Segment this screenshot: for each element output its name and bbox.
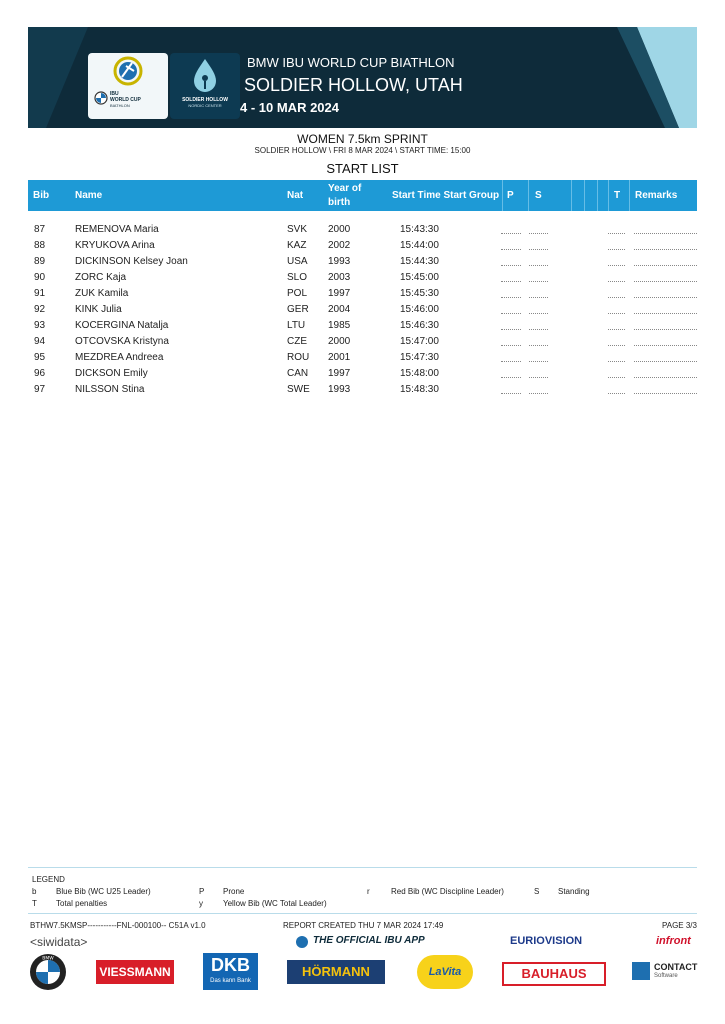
cell-nat: LTU: [287, 320, 306, 331]
cell-name: ZUK Kamila: [75, 288, 129, 299]
hormann-logo: HÖRMANN: [287, 960, 385, 984]
blank-line: [529, 265, 548, 266]
cell-bib: 89: [34, 256, 46, 267]
cell-nat: KAZ: [287, 240, 307, 251]
cell-name: NILSSON Stina: [75, 384, 145, 395]
blank-line: [634, 313, 697, 314]
legend-text-s: Standing: [558, 887, 590, 896]
footer-divider-bottom: [28, 913, 697, 914]
col-yob-line1: Year of: [328, 183, 362, 194]
bmw-small-icon: [94, 91, 108, 105]
cell-bib: 93: [34, 320, 46, 331]
blank-line: [634, 297, 697, 298]
race-title: WOMEN 7.5km SPRINT: [297, 132, 428, 146]
cell-nat: GER: [287, 304, 309, 315]
cell-start: 15:48:30: [400, 384, 439, 395]
table-row: [28, 350, 697, 366]
siwidata-logo: <siwidata>: [30, 935, 88, 949]
blank-line: [608, 313, 625, 314]
event-venue: SOLDIER HOLLOW, UTAH: [244, 75, 463, 95]
cell-bib: 97: [34, 384, 46, 395]
blank-line: [529, 361, 548, 362]
table-row: [28, 222, 697, 238]
blank-line: [608, 297, 625, 298]
blank-line: [634, 265, 697, 266]
col-divider: [608, 180, 609, 211]
logo-ibu-text: IBU: [110, 91, 119, 97]
cell-bib: 96: [34, 368, 46, 379]
event-title: BMW IBU WORLD CUP BIATHLON: [247, 55, 455, 70]
soldier-hollow-logo: [170, 53, 240, 119]
dkb-logo-sub: Das kann Bank: [210, 978, 251, 984]
cell-nat: SLO: [287, 272, 308, 283]
legend-text-p: Prone: [223, 887, 245, 896]
cell-name: DICKINSON Kelsey Joan: [75, 256, 188, 267]
col-remarks: Remarks: [635, 190, 678, 201]
table-row: [28, 382, 697, 398]
legend-title: LEGEND: [32, 875, 65, 884]
cell-name: KRYUKOVA Arina: [75, 240, 155, 251]
blank-line: [529, 313, 548, 314]
blank-line: [501, 265, 521, 266]
col-year-of-birth: [328, 182, 361, 210]
banner-ribbon-right: [617, 27, 697, 128]
logo-soldier-hollow-text: SOLDIER HOLLOW: [182, 97, 228, 103]
contact-software-icon: [632, 962, 650, 980]
dkb-logo-text: DKB: [211, 955, 250, 975]
cell-bib: 87: [34, 224, 46, 235]
cell-name: MEZDREA Andreea: [75, 352, 164, 363]
cell-start: 15:44:30: [400, 256, 439, 267]
table-row: [28, 254, 697, 270]
cell-bib: 91: [34, 288, 46, 299]
blank-line: [529, 329, 548, 330]
blank-line: [529, 297, 548, 298]
blank-line: [501, 249, 521, 250]
legend-key-p: P: [199, 887, 205, 896]
cell-nat: CZE: [287, 336, 307, 347]
col-standing: S: [535, 190, 542, 201]
cell-bib: 90: [34, 272, 46, 283]
cell-nat: CAN: [287, 368, 309, 379]
cell-name: KINK Julia: [75, 304, 122, 315]
cell-yob: 2000: [328, 224, 351, 235]
cell-start: 15:46:00: [400, 304, 439, 315]
cell-name: OTCOVSKA Kristyna: [75, 336, 169, 347]
col-total: T: [614, 190, 621, 201]
table-row: [28, 238, 697, 254]
blank-line: [529, 393, 548, 394]
cell-yob: 2000: [328, 336, 351, 347]
logo-world-cup-text: WORLD CUP: [110, 97, 141, 103]
cell-name: REMENOVA Maria: [75, 224, 159, 235]
blank-line: [634, 233, 697, 234]
blank-line: [608, 265, 625, 266]
blank-line: [501, 361, 521, 362]
bmw-logo: [29, 953, 67, 991]
dkb-logo: [203, 953, 258, 990]
col-divider: [528, 180, 529, 211]
col-divider: [584, 180, 585, 211]
cell-yob: 1997: [328, 288, 351, 299]
cell-yob: 2004: [328, 304, 351, 315]
table-row: [28, 302, 697, 318]
cell-start: 15:47:30: [400, 352, 439, 363]
col-divider: [629, 180, 630, 211]
table-row: [28, 318, 697, 334]
legend-text-r: Red Bib (WC Discipline Leader): [391, 887, 504, 896]
cell-bib: 88: [34, 240, 46, 251]
blank-line: [608, 329, 625, 330]
col-divider: [571, 180, 572, 211]
table-row: [28, 366, 697, 382]
col-divider: [597, 180, 598, 211]
blank-line: [608, 281, 625, 282]
biathlete-icon: [88, 53, 168, 93]
blank-line: [501, 313, 521, 314]
legend-key-b: b: [32, 887, 37, 896]
legend-text-b: Blue Bib (WC U25 Leader): [56, 887, 151, 896]
cell-bib: 92: [34, 304, 46, 315]
blank-line: [608, 233, 625, 234]
blank-line: [501, 233, 521, 234]
start-list-title: START LIST: [326, 161, 399, 176]
blank-line: [529, 249, 548, 250]
blank-line: [608, 377, 625, 378]
blank-line: [501, 393, 521, 394]
legend-text-y: Yellow Bib (WC Total Leader): [223, 899, 327, 908]
blank-line: [608, 361, 625, 362]
cell-yob: 2003: [328, 272, 351, 283]
cell-nat: ROU: [287, 352, 310, 363]
cell-yob: 2002: [328, 240, 351, 251]
cell-start: 15:45:00: [400, 272, 439, 283]
footer-divider-top: [28, 867, 697, 868]
bauhaus-logo: BAUHAUS: [502, 962, 606, 986]
blank-line: [634, 249, 697, 250]
race-subtitle: SOLDIER HOLLOW \ FRI 8 MAR 2024 \ START TIME: 15:00: [254, 146, 471, 155]
cell-name: ZORC Kaja: [75, 272, 127, 283]
blank-line: [634, 281, 697, 282]
col-divider: [502, 180, 503, 211]
col-nat: Nat: [287, 190, 304, 201]
infront-logo: infront: [656, 935, 691, 947]
cell-start: 15:44:00: [400, 240, 439, 251]
table-header: [28, 180, 697, 211]
blank-line: [501, 345, 521, 346]
blank-line: [634, 345, 697, 346]
cell-bib: 94: [34, 336, 46, 347]
blank-line: [529, 233, 548, 234]
cell-start: 15:46:30: [400, 320, 439, 331]
official-app-label: THE OFFICIAL IBU APP: [313, 935, 425, 946]
blank-line: [608, 249, 625, 250]
col-name: Name: [75, 190, 103, 201]
blank-line: [501, 281, 521, 282]
contact-logo-text: CONTACT: [654, 962, 698, 972]
document-code: BTHW7.5KMSP-----------FNL-000100-- C51A v1.0: [30, 921, 206, 930]
blank-line: [501, 297, 521, 298]
blank-line: [634, 329, 697, 330]
logo-biathlon-text: BIATHLON: [110, 103, 130, 108]
cell-yob: 1985: [328, 320, 351, 331]
blank-line: [608, 345, 625, 346]
blank-line: [529, 345, 548, 346]
blank-line: [608, 393, 625, 394]
cell-start: 15:45:30: [400, 288, 439, 299]
cell-start: 15:48:00: [400, 368, 439, 379]
legend-key-t: T: [32, 899, 37, 908]
blank-line: [529, 281, 548, 282]
banner-ribbon-left: [28, 27, 88, 128]
cell-yob: 1993: [328, 384, 351, 395]
cell-nat: POL: [287, 288, 308, 299]
ibu-world-cup-logo: [88, 53, 168, 119]
cell-name: KOCERGINA Natalja: [75, 320, 169, 331]
blank-line: [634, 361, 697, 362]
legend-key-y: y: [199, 899, 203, 908]
col-yob-line2: birth: [328, 197, 351, 208]
blank-line: [501, 329, 521, 330]
cell-yob: 1997: [328, 368, 351, 379]
droplet-icon: [170, 53, 240, 97]
event-banner: [28, 27, 697, 128]
report-created: REPORT CREATED THU 7 MAR 2024 17:49: [283, 921, 444, 930]
cell-bib: 95: [34, 352, 46, 363]
cell-yob: 2001: [328, 352, 351, 363]
blank-line: [634, 377, 697, 378]
cell-start: 15:47:00: [400, 336, 439, 347]
ibu-app-icon: [296, 936, 308, 948]
cell-nat: SWE: [287, 384, 310, 395]
lavita-logo: LaVita: [417, 955, 473, 989]
cell-nat: SVK: [287, 224, 308, 235]
cell-nat: USA: [287, 256, 308, 267]
viessmann-logo: VIESSMANN: [96, 960, 174, 984]
col-prone: P: [507, 190, 514, 201]
cell-yob: 1993: [328, 256, 351, 267]
page-number: PAGE 3/3: [662, 921, 697, 930]
bmw-logo-text: BMW: [42, 956, 54, 962]
legend-key-r: r: [367, 887, 370, 896]
event-dates: 4 - 10 MAR 2024: [240, 100, 339, 115]
table-row: [28, 286, 697, 302]
eurovision-logo: EURIOVISION: [510, 935, 583, 947]
cell-start: 15:43:30: [400, 224, 439, 235]
col-start-time-group: Start Time Start Group: [392, 190, 500, 201]
legend-text-t: Total penalties: [56, 899, 108, 908]
blank-line: [529, 377, 548, 378]
legend-key-s: S: [534, 887, 540, 896]
blank-line: [501, 377, 521, 378]
blank-line: [634, 393, 697, 394]
cell-name: DICKSON Emily: [75, 368, 148, 379]
logo-nordic-center-text: NORDIC CENTER: [188, 103, 222, 108]
contact-logo-sub: Software: [654, 973, 678, 979]
table-row: [28, 270, 697, 286]
col-bib: Bib: [33, 190, 50, 201]
table-row: [28, 334, 697, 350]
